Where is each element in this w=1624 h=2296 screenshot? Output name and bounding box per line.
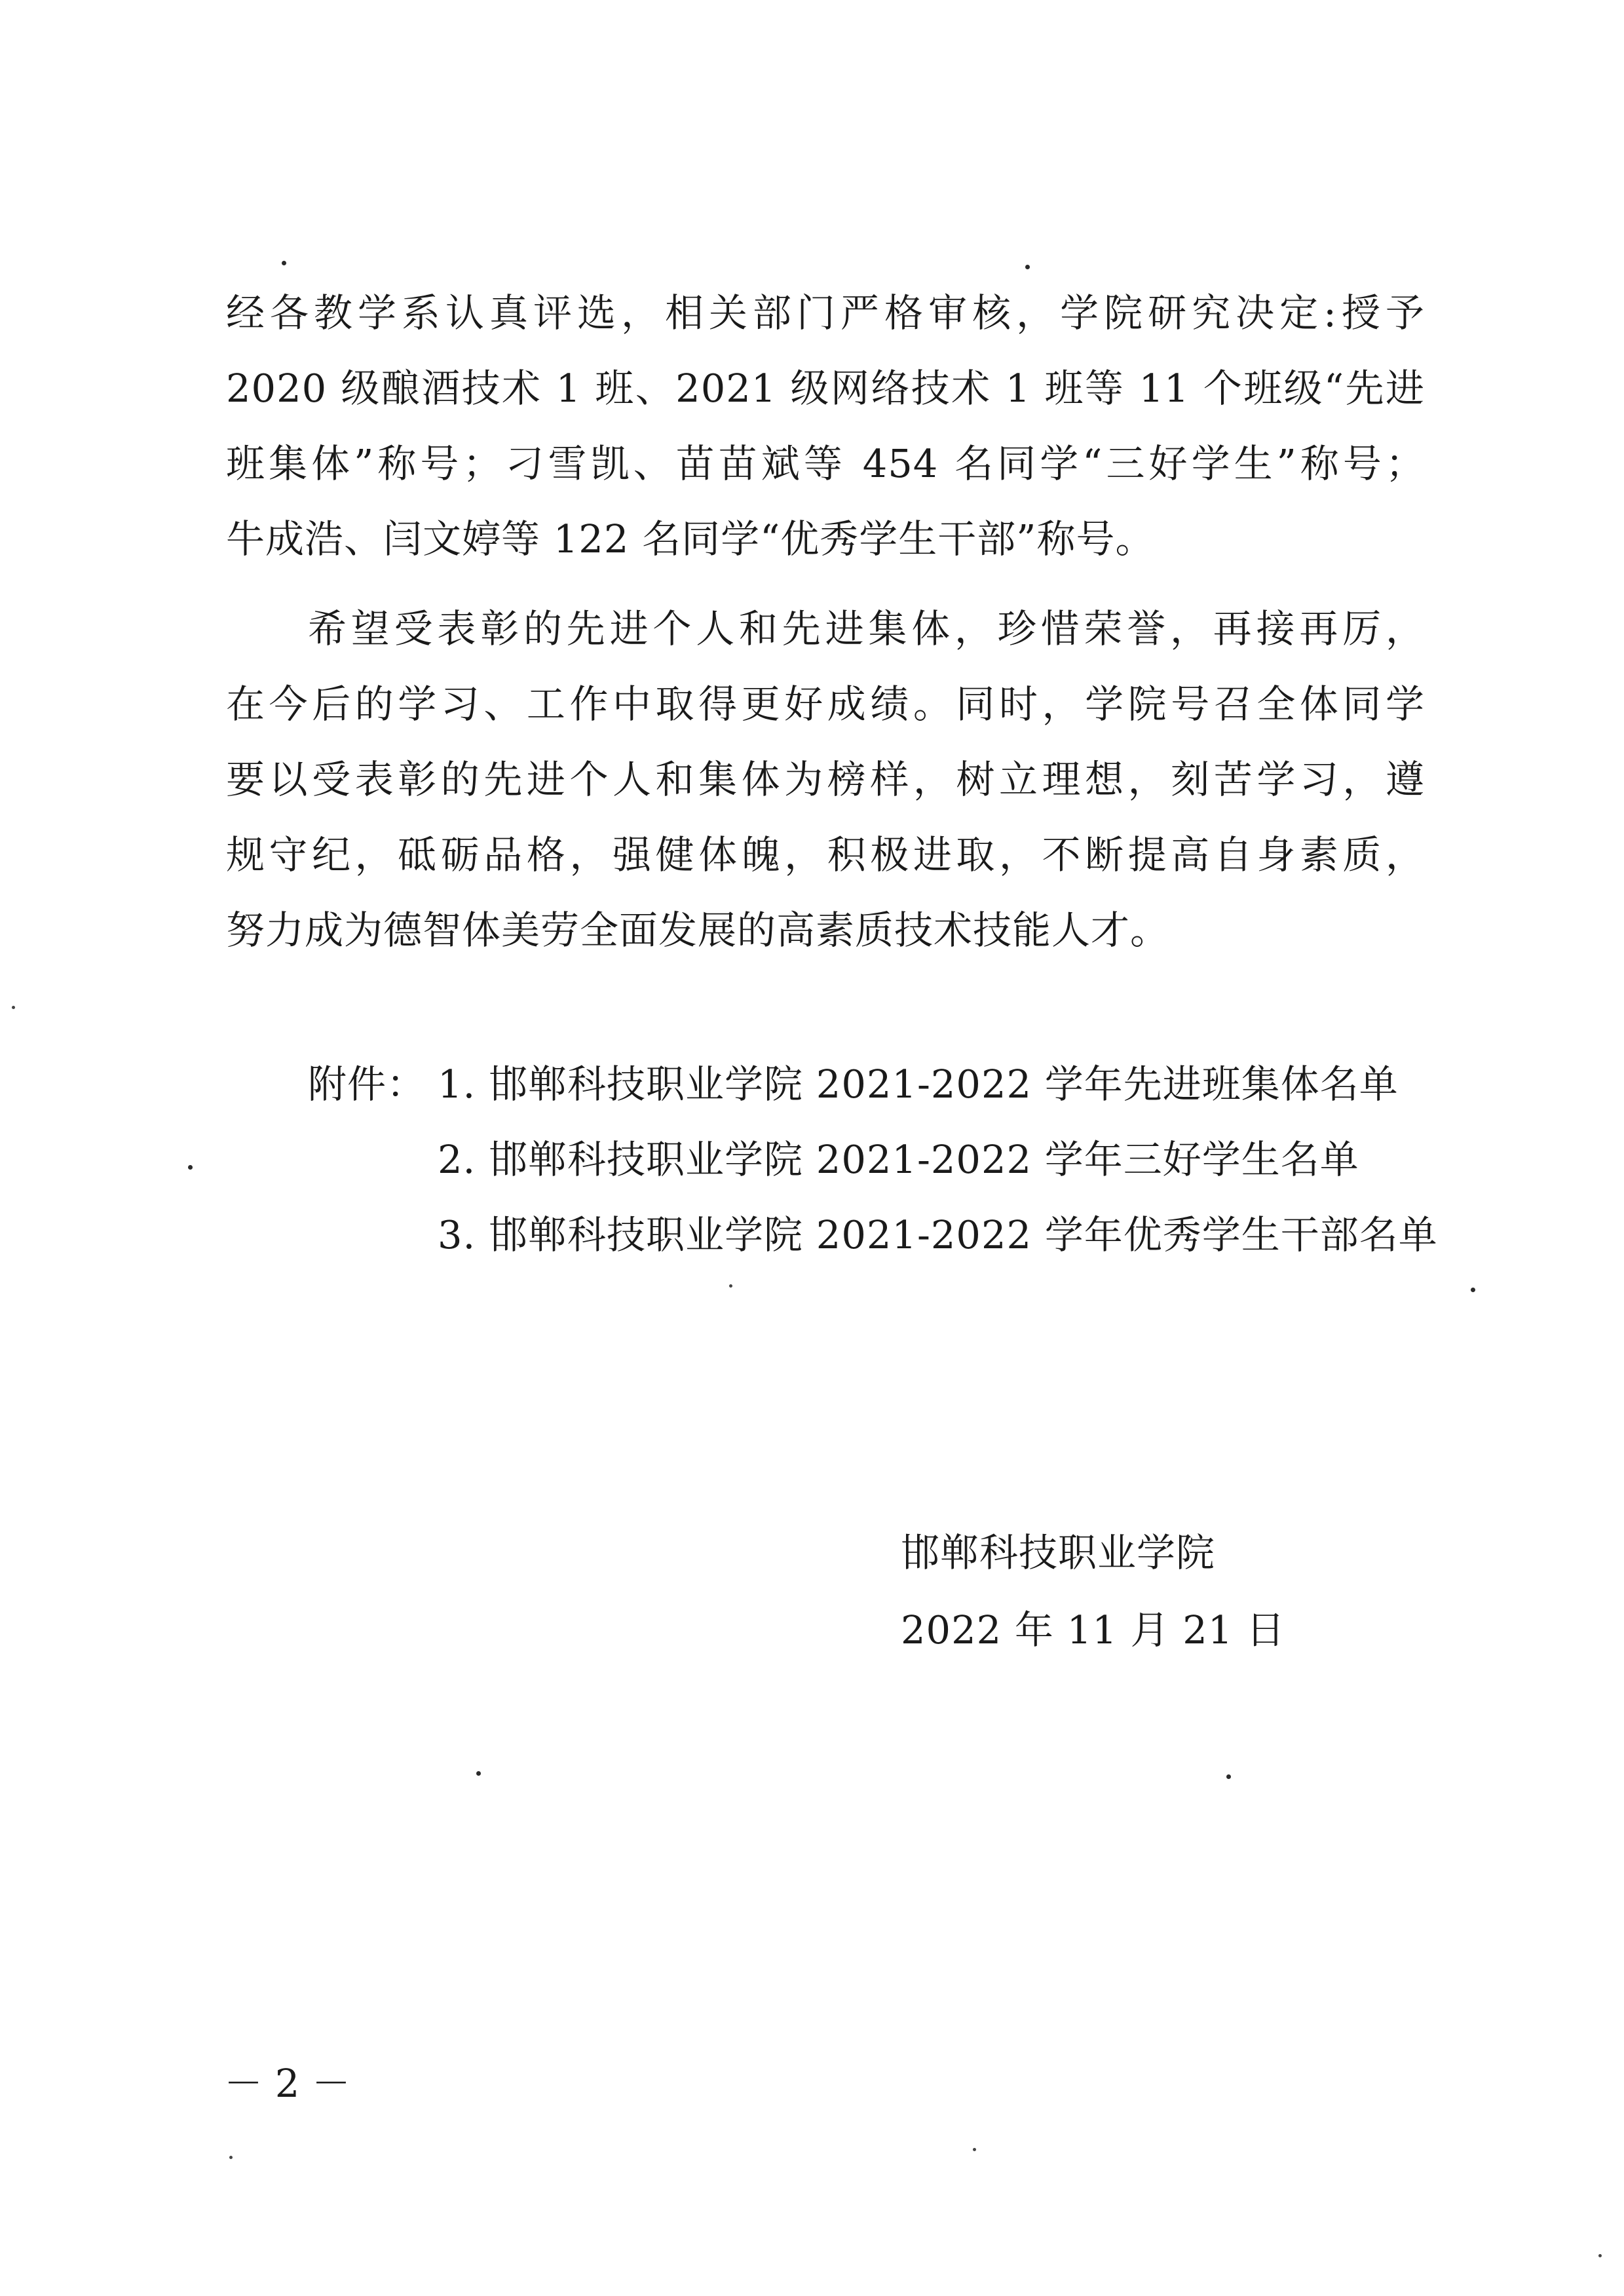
paragraph-line: 牛成浩、闫文婷等 122 名同学“优秀学生干部”称号。 xyxy=(226,516,1155,562)
paragraph-line: 班集体”称号；刁雪凯、苗苗斌等 454 名同学“三好学生”称号； xyxy=(226,441,1425,486)
scan-speck xyxy=(1226,1774,1231,1779)
scan-speck xyxy=(476,1771,481,1776)
attachments-label: 附件： xyxy=(308,1062,426,1107)
page-number: － 2 － xyxy=(224,2061,351,2106)
scan-speck xyxy=(729,1284,732,1288)
signature-org: 邯郸科技职业学院 xyxy=(901,1530,1216,1575)
scan-speck xyxy=(188,1165,193,1170)
scan-speck xyxy=(1598,2254,1602,2257)
scan-speck xyxy=(282,261,286,265)
paragraph-line: 2020 级酿酒技术 1 班、2021 级网络技术 1 班等 11 个班级“先进 xyxy=(226,366,1425,411)
attachment-item: 3. 邯郸科技职业学院 2021-2022 学年优秀学生干部名单 xyxy=(438,1212,1438,1257)
paragraph-line: 努力成为德智体美劳全面发展的高素质技术技能人才。 xyxy=(226,908,1170,953)
scan-speck xyxy=(229,2156,233,2159)
paragraph-line: 希望受表彰的先进个人和先进集体，珍惜荣誉，再接再厉， xyxy=(308,606,1425,651)
signature-date: 2022 年 11 月 21 日 xyxy=(901,1607,1286,1653)
paragraph-line: 要以受表彰的先进个人和集体为榜样，树立理想，刻苦学习，遵 xyxy=(226,757,1425,802)
scan-speck xyxy=(1471,1288,1475,1292)
scan-speck xyxy=(1025,265,1030,269)
attachment-item: 2. 邯郸科技职业学院 2021-2022 学年三好学生名单 xyxy=(438,1137,1359,1182)
paragraph-line: 在今后的学习、工作中取得更好成绩。同时，学院号召全体同学 xyxy=(226,681,1425,727)
paragraph-line: 经各教学系认真评选，相关部门严格审核，学院研究决定:授予 xyxy=(226,290,1425,335)
paragraph-line: 规守纪，砥砺品格，强健体魄，积极进取，不断提高自身素质， xyxy=(226,832,1425,877)
scan-speck xyxy=(12,1006,15,1009)
attachment-item: 1. 邯郸科技职业学院 2021-2022 学年先进班集体名单 xyxy=(438,1062,1399,1107)
scan-speck xyxy=(973,2148,976,2151)
